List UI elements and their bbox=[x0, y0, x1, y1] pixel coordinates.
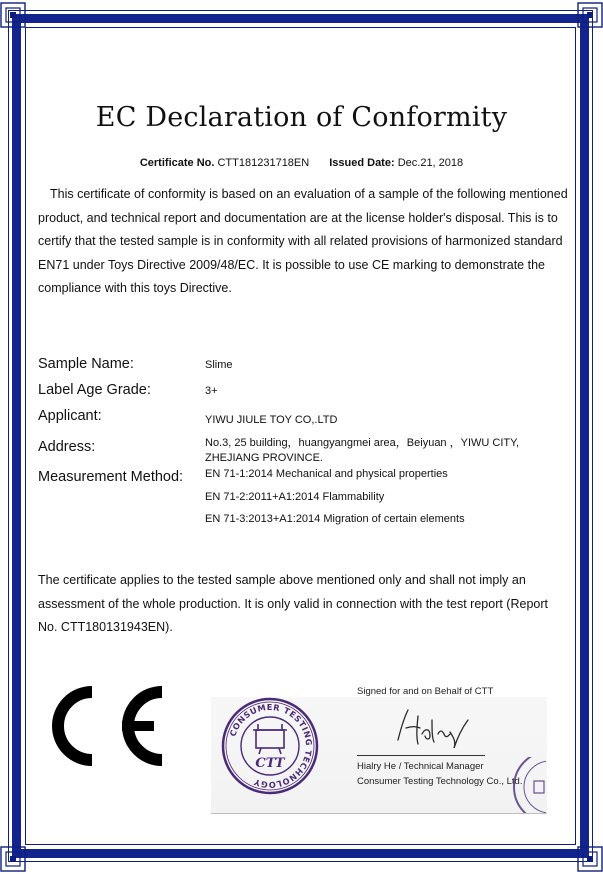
address-label: Address: bbox=[38, 439, 96, 455]
closing-paragraph: The certificate applies to the tested sample above mentioned only and shall not imply an assessment of the whole production. It is only valid in connection with the test report (Report No. CTT180131943EN). bbox=[38, 573, 548, 634]
applicant-value: YIWU JIULE TOY CO,.LTD bbox=[205, 414, 338, 426]
signed-for-text: Signed for and on Behalf of CTT bbox=[357, 686, 494, 697]
corner-ornament-icon bbox=[577, 846, 603, 872]
address-value-line2: ZHEJIANG PROVINCE. bbox=[205, 452, 323, 464]
signature-line bbox=[357, 755, 485, 756]
sample-name-value: Slime bbox=[205, 359, 233, 371]
document-title: EC Declaration of Conformity bbox=[95, 102, 508, 133]
measurement-method-item: EN 71-1:2014 Mechanical and physical properties bbox=[205, 468, 448, 480]
applicant-label: Applicant: bbox=[38, 408, 102, 424]
age-grade-label: Label Age Grade: bbox=[38, 382, 151, 398]
corner-ornament-icon bbox=[0, 846, 26, 872]
seal-ring-text: CONSUMER TESTING TECHNOLOGY bbox=[227, 701, 315, 791]
corner-ornament-icon bbox=[577, 2, 603, 28]
ctt-seal-icon bbox=[220, 696, 320, 801]
certificate-no-value: CTT181231718EN bbox=[217, 157, 310, 169]
issued-date-label: Issued Date: bbox=[329, 157, 395, 169]
certificate-no-label: Certificate No. bbox=[139, 157, 215, 169]
seal-center-text: CTT bbox=[255, 756, 285, 771]
age-grade-value: 3+ bbox=[205, 385, 218, 397]
sample-name-label: Sample Name: bbox=[38, 356, 134, 372]
intro-paragraph-text: This certificate of conformity is based on an evaluation of a sample of the following mentioned product, and technical report and documentation are at the license holder's disposal. This is to certify that the tested sample is in conformity with all related provisions of harmonized standard EN71 under Toys Directive 2009/48/EC. It is possible to use CE marking to demonstrate the compliance with this toys Directive. bbox=[38, 187, 568, 295]
measurement-method-item: EN 71-3:2013+A1:2014 Migration of certain elements bbox=[205, 513, 465, 525]
measurement-method-label: Measurement Method: bbox=[38, 469, 184, 485]
ce-mark-icon bbox=[44, 684, 166, 773]
issued-date-value: Dec.21, 2018 bbox=[397, 157, 464, 169]
intro-paragraph bbox=[38, 183, 568, 301]
company-name: Consumer Testing Technology Co., Ltd. bbox=[357, 776, 523, 787]
handwritten-signature bbox=[392, 704, 472, 755]
corner-ornament-icon bbox=[0, 2, 26, 28]
certificate-info-line bbox=[0, 157, 603, 169]
partial-seal-icon bbox=[508, 757, 546, 818]
signer-name: Hialry He / Technical Manager bbox=[357, 761, 484, 772]
address-value-line1: No.3, 25 building，huangyangmei area，Beiyuan ，YIWU CITY, bbox=[205, 437, 520, 449]
measurement-method-item: EN 71-2:2011+A1:2014 Flammability bbox=[205, 491, 385, 503]
